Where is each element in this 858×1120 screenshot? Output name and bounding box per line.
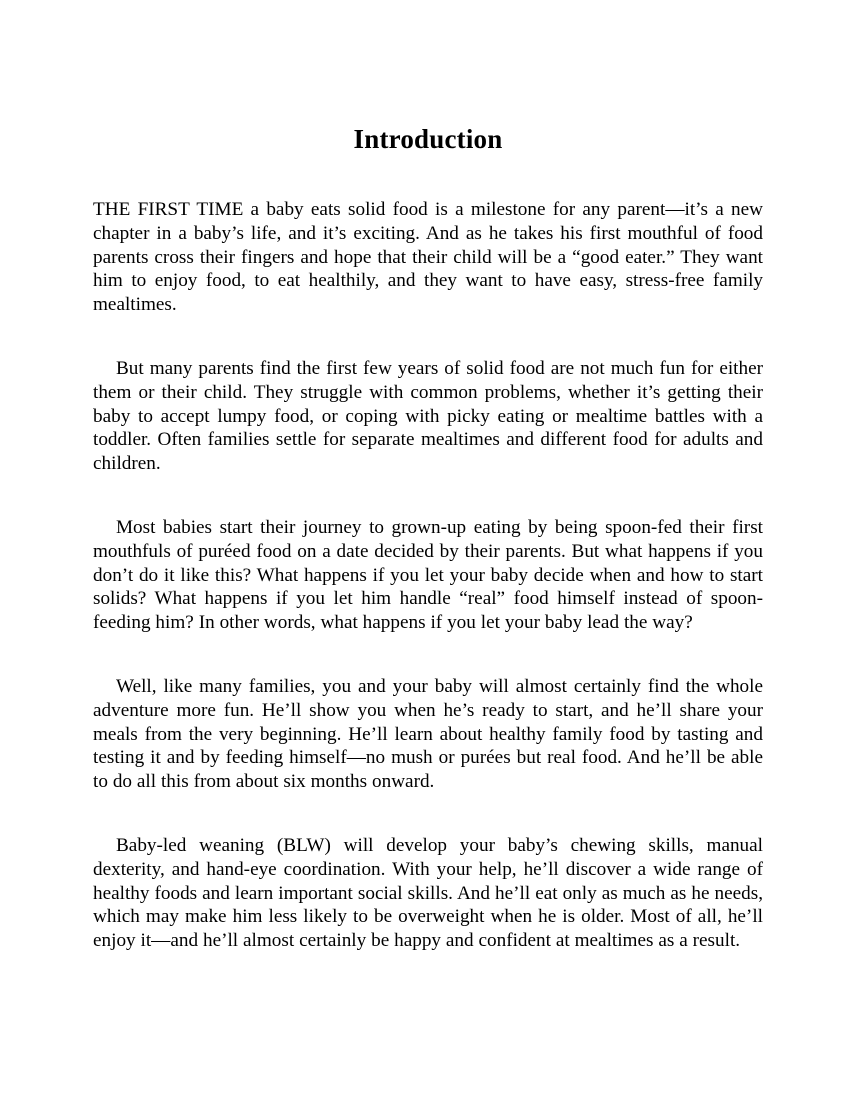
paragraph-2: But many parents find the first few years of solid food are not much fun for either them or their child. They struggle with common problems, whether it’s getting their baby to accept lumpy food, or coping with picky eating or mealtime battles with a toddler. Often families settle for separate mealtimes and different food for adults and children. [93,357,763,475]
paragraph-4: Well, like many families, you and your baby will almost certainly find the whole adventure more fun. He’ll show you when he’s ready to start, and he’ll share your meals from the very beginning. He’ll learn about healthy family food by tasting and testing it and by feeding himself—no mush or purées but real food. And he’ll be able to do all this from about six months onward. [93,675,763,793]
paragraph-5: Baby-led weaning (BLW) will develop your baby’s chewing skills, manual dexterity, and hand-eye coordination. With your help, he’ll discover a wide range of healthy foods and learn important social skills. And he’ll eat only as much as he needs, which may make him less likely to be overweight when he is older. Most of all, he’ll enjoy it—and he’ll almost certainly be happy and confident at mealtimes as a result. [93,834,763,952]
page-title: Introduction [353,124,503,154]
body-text [93,198,763,953]
paragraph-1: THE FIRST TIME a baby eats solid food is a milestone for any parent—it’s a new chapter in a baby’s life, and it’s exciting. And as he takes his first mouthful of food parents cross their fingers and hope that their child will be a “good eater.” They want him to enjoy food, to eat healthily, and they want to have easy, stress-free family mealtimes. [93,199,763,316]
paragraph-3: Most babies start their journey to grown-up eating by being spoon-fed their first mouthfuls of puréed food on a date decided by their parents. But what happens if you don’t do it like this? What happens if you let your baby decide when and how to start solids? What happens if you let him handle “real” food himself instead of spoon-feeding him? In other words, what happens if you let your baby lead the way? [93,516,763,634]
page-content [93,0,763,953]
